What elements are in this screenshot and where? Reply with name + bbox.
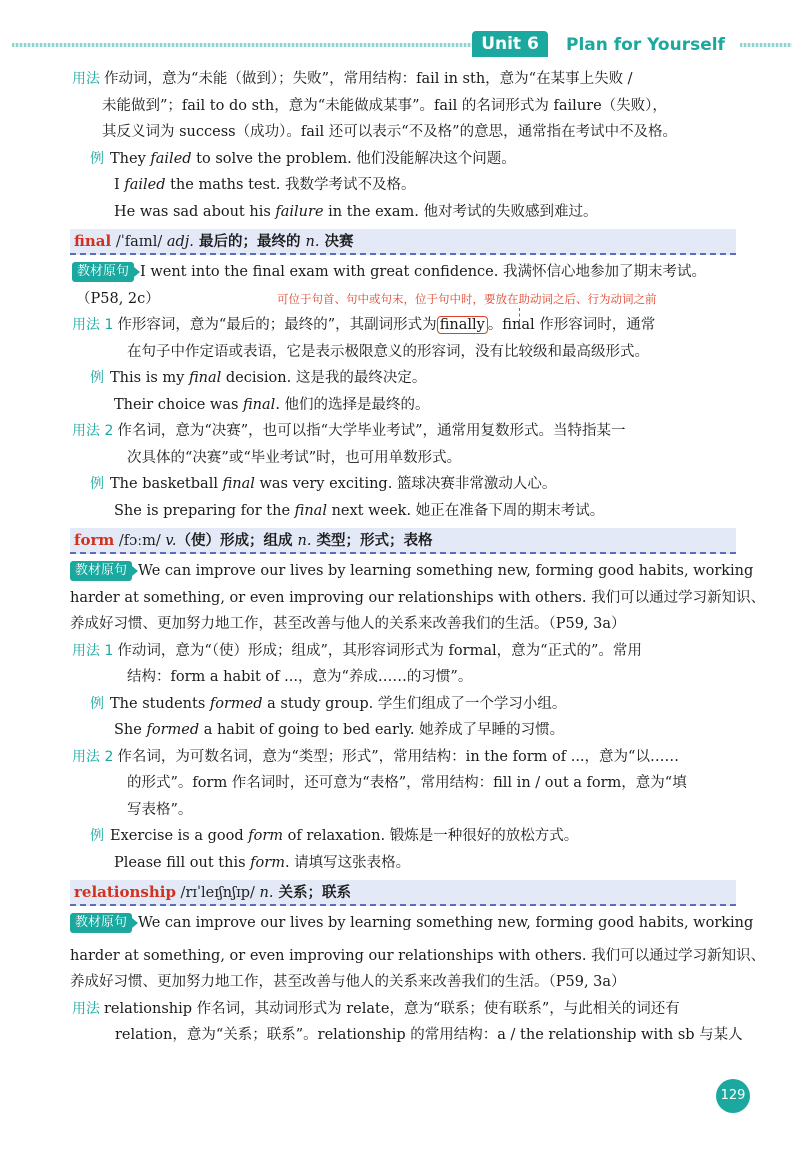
example-line [72, 823, 736, 850]
example-text: a habit of going to bed early. 她养成了早睡的习惯。 [199, 722, 565, 738]
phonetic: /rɪˈleɪʃnʃɪp/ [175, 885, 260, 901]
usage-line [72, 339, 736, 366]
example-text: I [114, 177, 125, 193]
example-text: to solve the problem. 他们没能解决这个问题。 [191, 150, 516, 167]
usage-line [72, 770, 736, 797]
usage-text: 在句子中作定语或表语，它是表示极限意义的形容词，没有比较级和最高级形式。 [127, 343, 649, 360]
definition: 决赛 [319, 234, 354, 250]
header-dotted-rule-right [740, 43, 792, 47]
source-text: 养成好习惯、更加努力地工作，甚至改善与他人的关系来改善我们的生活。（P59, 3a） [70, 974, 626, 990]
example-text: . 他们的选择是最终的。 [275, 396, 430, 413]
unit-label: Unit 6 [472, 31, 548, 57]
source-ref: （P58, 2c） [76, 290, 160, 307]
example-keyword: final [294, 502, 327, 519]
usage-line [72, 996, 736, 1023]
headword: form [74, 531, 115, 549]
example-keyword: form [250, 854, 285, 871]
usage-line [72, 66, 736, 93]
usage-tag: 用法 [72, 71, 100, 87]
usage-line [72, 445, 736, 472]
usage-text: 作形容词，意为“最后的；最终的”，其副词形式为 [117, 317, 437, 333]
page-header [0, 28, 800, 62]
source-line [70, 969, 736, 996]
usage-line [72, 797, 736, 824]
example-line [72, 146, 736, 173]
definition: 类型；形式；表格 [311, 533, 433, 549]
example-text: The basketball [110, 476, 223, 492]
example-text: a study group. 学生们组成了一个学习小组。 [262, 695, 567, 712]
example-line [72, 717, 736, 744]
definition: 关系；联系 [273, 885, 351, 901]
word-entry-relationship [70, 880, 736, 906]
source-badge: 教材原句 [72, 262, 134, 282]
example-text: He was sad about his [114, 203, 276, 220]
example-text: of relaxation. 锻炼是一种很好的放松方式。 [283, 828, 579, 844]
phonetic: /fɔːm/ [114, 533, 166, 549]
example-text: the maths test. 我数学考试不及格。 [165, 177, 416, 193]
source-text: We can improve our lives by learning something new, forming good habits, working [138, 563, 754, 579]
usage-tag: 用法 1 [72, 642, 114, 659]
usage-tag: 用法 1 [72, 317, 114, 333]
example-tag: 例 [90, 476, 104, 492]
usage-text: 写表格”。 [127, 801, 193, 818]
part-of-speech: n. [259, 885, 274, 901]
example-text: This is my [110, 370, 189, 386]
definition: 最后的；最终的 [193, 234, 306, 250]
usage-text: relation，意为“关系；联系”。relationship 的常用结构：a / the relationship with sb 与某人 [115, 1027, 743, 1043]
example-line [72, 172, 736, 199]
usage-text: 作名词，意为“决赛”，也可以指“大学毕业考试”，通常用复数形式。当特指某一 [117, 423, 626, 439]
example-tag: 例 [90, 150, 104, 167]
usage-text: 未能做到”；fail to do sth，意为“未能做成某事”。fail 的名词形式为 failure（失败）， [102, 97, 667, 114]
example-keyword: final [243, 396, 276, 413]
source-text: I went into the final exam with great confidence. 我满怀信心地参加了期末考试。 [140, 264, 706, 280]
example-tag: 例 [90, 370, 104, 386]
usage-text: 。final 作形容词时，通常 [487, 317, 656, 333]
part-of-speech: n. [305, 234, 320, 250]
usage-line [72, 312, 736, 339]
usage-text: 其反义词为 success（成功）。fail 还可以表示“不及格”的意思，通常指在考试中不及格。 [102, 124, 678, 140]
source-text: 养成好习惯、更加努力地工作，甚至改善与他人的关系来改善我们的生活。（P59, 3a） [70, 616, 626, 632]
example-text: She is preparing for the [114, 502, 295, 519]
source-badge: 教材原句 [70, 913, 132, 933]
example-text: Exercise is a good [110, 828, 249, 844]
source-line [70, 585, 766, 612]
example-line [72, 365, 736, 392]
example-text: She [114, 722, 147, 738]
source-text: We can improve our lives by learning something new, forming good habits, working [138, 915, 754, 931]
usage-text: 结构：form a habit of ...，意为“养成……的习惯”。 [127, 669, 473, 685]
page-number: 129 [716, 1079, 750, 1113]
boxed-word: finally [437, 316, 488, 334]
example-line [72, 850, 736, 877]
example-keyword: final [222, 476, 255, 492]
headword: relationship [74, 883, 176, 901]
example-text: Please fill out this [114, 854, 251, 871]
example-text: . 请填写这张表格。 [284, 854, 411, 871]
source-line [70, 910, 754, 937]
example-keyword: final [188, 370, 222, 386]
example-line [72, 392, 736, 419]
example-line [72, 199, 736, 226]
example-text: was very exciting. 篮球决赛非常激动人心。 [254, 476, 557, 492]
headword: final [74, 232, 112, 250]
source-line [70, 611, 736, 638]
usage-text: 作名词，为可数名词，意为“类型；形式”，常用结构：in the form of ...，意为“以…… [117, 748, 679, 765]
source-line [72, 259, 736, 286]
word-entry-form [70, 528, 736, 554]
source-badge: 教材原句 [70, 561, 132, 581]
part-of-speech: v. [165, 533, 177, 549]
usage-line [72, 664, 736, 691]
phonetic: /ˈfaɪnl/ [111, 234, 167, 250]
source-text: harder at something, or even improving our relationships with others. 我们可以通过学习新知识、 [70, 947, 766, 964]
definition: （使）形成；组成 [176, 533, 298, 549]
usage-text: 作动词，意为“未能（做到）；失败”，常用结构：fail in sth，意为“在某事上失败 / [104, 71, 633, 87]
example-text: decision. 这是我的最终决定。 [221, 370, 427, 386]
source-text: harder at something, or even improving our relationships with others. 我们可以通过学习新知识、 [70, 589, 766, 606]
usage-text: 的形式”。form 作名词时，还可意为“表格”，常用结构：fill in / out a form，意为“填 [127, 775, 687, 791]
example-keyword: formed [209, 695, 263, 712]
word-entry-final [70, 229, 736, 255]
usage-text: relationship 作名词，其动词形式为 relate，意为“联系；使有联系”，与此相关的词还有 [104, 1000, 680, 1017]
example-tag: 例 [90, 695, 104, 712]
unit-title: Plan for Yourself [566, 35, 725, 55]
usage-line [72, 119, 736, 146]
example-text: They [110, 150, 151, 167]
usage-text: 作动词，意为“（使）形成；组成”，其形容词形式为 formal，意为“正式的”。常用 [117, 642, 642, 659]
header-dotted-rule [12, 43, 472, 47]
usage-text: 次具体的“决赛”或“毕业考试”时，也可用单数形式。 [127, 449, 462, 466]
usage-tag: 用法 [72, 1000, 100, 1017]
example-text: The students [110, 695, 210, 712]
handwritten-note: 可位于句首、句中或句末，位于句中时，要放在助动词之后、行为动词之前 [277, 291, 657, 306]
example-line [72, 471, 736, 498]
example-keyword: failed [150, 150, 192, 167]
part-of-speech: adj. [166, 234, 194, 250]
example-text: Their choice was [114, 396, 244, 413]
example-keyword: failed [124, 177, 166, 193]
example-keyword: formed [146, 722, 200, 738]
part-of-speech: n. [297, 533, 312, 549]
example-line [72, 498, 736, 525]
usage-line [72, 638, 736, 665]
usage-line [72, 1022, 743, 1049]
example-text: next week. 她正在准备下周的期末考试。 [326, 502, 605, 519]
example-line [72, 691, 736, 718]
source-ref-line [72, 286, 736, 313]
usage-line [72, 93, 736, 120]
example-keyword: failure [275, 203, 324, 220]
usage-tag: 用法 2 [72, 423, 114, 439]
example-tag: 例 [90, 828, 104, 844]
source-line [70, 558, 754, 585]
source-line [70, 943, 766, 970]
usage-line [72, 744, 736, 771]
example-text: in the exam. 他对考试的失败感到难过。 [323, 203, 598, 220]
content [70, 66, 766, 1049]
usage-tag: 用法 2 [72, 748, 114, 765]
usage-line [72, 418, 736, 445]
example-keyword: form [248, 828, 284, 844]
